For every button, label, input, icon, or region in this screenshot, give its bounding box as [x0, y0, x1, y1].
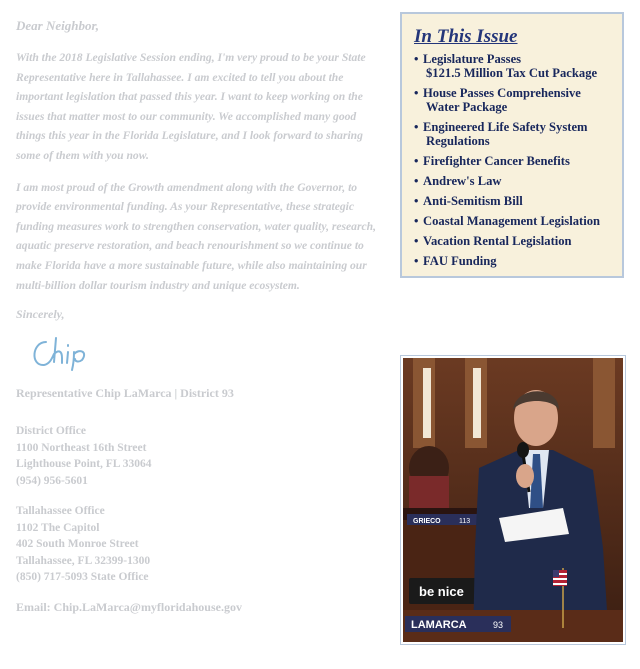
- letter-paragraph-2: I am most proud of the Growth amendment along with the Governor, to provide environmental funding. As your Representative, these strategic funding measures work to strengthen conservation, water quality, research, aquatic preserve restoration, and beach renourishment so we continue to make Florida have a more sustainable future, while also maintaining our multi-billion dollar tourism industry and unique ecosystem.: [16, 180, 376, 292]
- issue-item-andrews-law[interactable]: • Andrew's Law: [414, 174, 614, 188]
- be-nice-sign-text: be nice: [419, 584, 464, 599]
- tallahassee-office-phone: (850) 717-5093 State Office: [16, 571, 149, 584]
- tallahassee-office-block: [16, 503, 378, 586]
- district-office-phone: (954) 956-5601: [16, 474, 88, 487]
- microphone-icon: [517, 442, 529, 458]
- flag-stripe: [553, 578, 567, 580]
- wall-panel-light: [423, 368, 431, 438]
- flag-stripe: [553, 583, 567, 585]
- district-office-street: 1100 Northeast 16th Street: [16, 441, 147, 454]
- nameplate-number: 93: [493, 620, 504, 630]
- district-office-block: [16, 423, 378, 489]
- nameplate-top-name: GRIECO: [413, 518, 441, 525]
- in-this-issue-box: [400, 12, 624, 278]
- issue-item-coastal[interactable]: • Coastal Management Legislation: [414, 214, 614, 228]
- representative-photo: [403, 358, 623, 642]
- email-link[interactable]: Email: Chip.LaMarca@myfloridahouse.gov: [16, 599, 242, 614]
- issue-item-firefighter[interactable]: • Firefighter Cancer Benefits: [414, 154, 614, 168]
- wall-panel-light: [473, 368, 481, 438]
- issue-item-tax-cut[interactable]: • Legislature Passes $121.5 Million Tax Cut Package: [414, 52, 614, 80]
- issue-item-water-package[interactable]: • House Passes Comprehensive Water Package: [414, 86, 614, 114]
- letter-greeting: Dear Neighbor,: [16, 18, 100, 33]
- nameplate-top-number: 113: [459, 518, 471, 525]
- signer-name: Representative Chip LaMarca | District 93: [16, 386, 234, 401]
- photo-frame: [400, 355, 626, 645]
- signature-image: [26, 332, 116, 372]
- wall-panel: [593, 358, 615, 448]
- tallahassee-office-street: 402 South Monroe Street: [16, 538, 139, 551]
- issue-item-fau[interactable]: • FAU Funding: [414, 254, 614, 268]
- letter-closing: Sincerely,: [16, 307, 65, 322]
- nameplate-name: LAMARCA: [411, 619, 467, 631]
- issue-item-vacation-rental[interactable]: • Vacation Rental Legislation: [414, 234, 614, 248]
- hand: [516, 464, 534, 488]
- district-office-city: Lighthouse Point, FL 33064: [16, 458, 152, 471]
- issue-item-life-safety[interactable]: • Engineered Life Safety System Regulations: [414, 120, 614, 148]
- flag-canton: [553, 570, 559, 577]
- district-office-heading: District Office: [16, 425, 86, 438]
- tallahassee-office-room: 1102 The Capitol: [16, 521, 100, 534]
- letter-column: [16, 18, 378, 615]
- letter-paragraph-1: With the 2018 Legislative Session ending, I'm very proud to be your State Representative here in Tallahassee. I am excited to tell you about the important legislation that passed this year. I want to keep working on the issues that matter most to our community. We accomplished many good things this year in the Florida Legislature, and I look forward to sharing some of them with you now.: [16, 51, 366, 162]
- issue-item-anti-semitism[interactable]: • Anti-Semitism Bill: [414, 194, 614, 208]
- tallahassee-office-city: Tallahassee, FL 32399-1300: [16, 554, 151, 567]
- tallahassee-office-heading: Tallahassee Office: [16, 505, 105, 518]
- in-this-issue-title: In This Issue: [414, 26, 518, 47]
- in-this-issue-list: [414, 52, 614, 268]
